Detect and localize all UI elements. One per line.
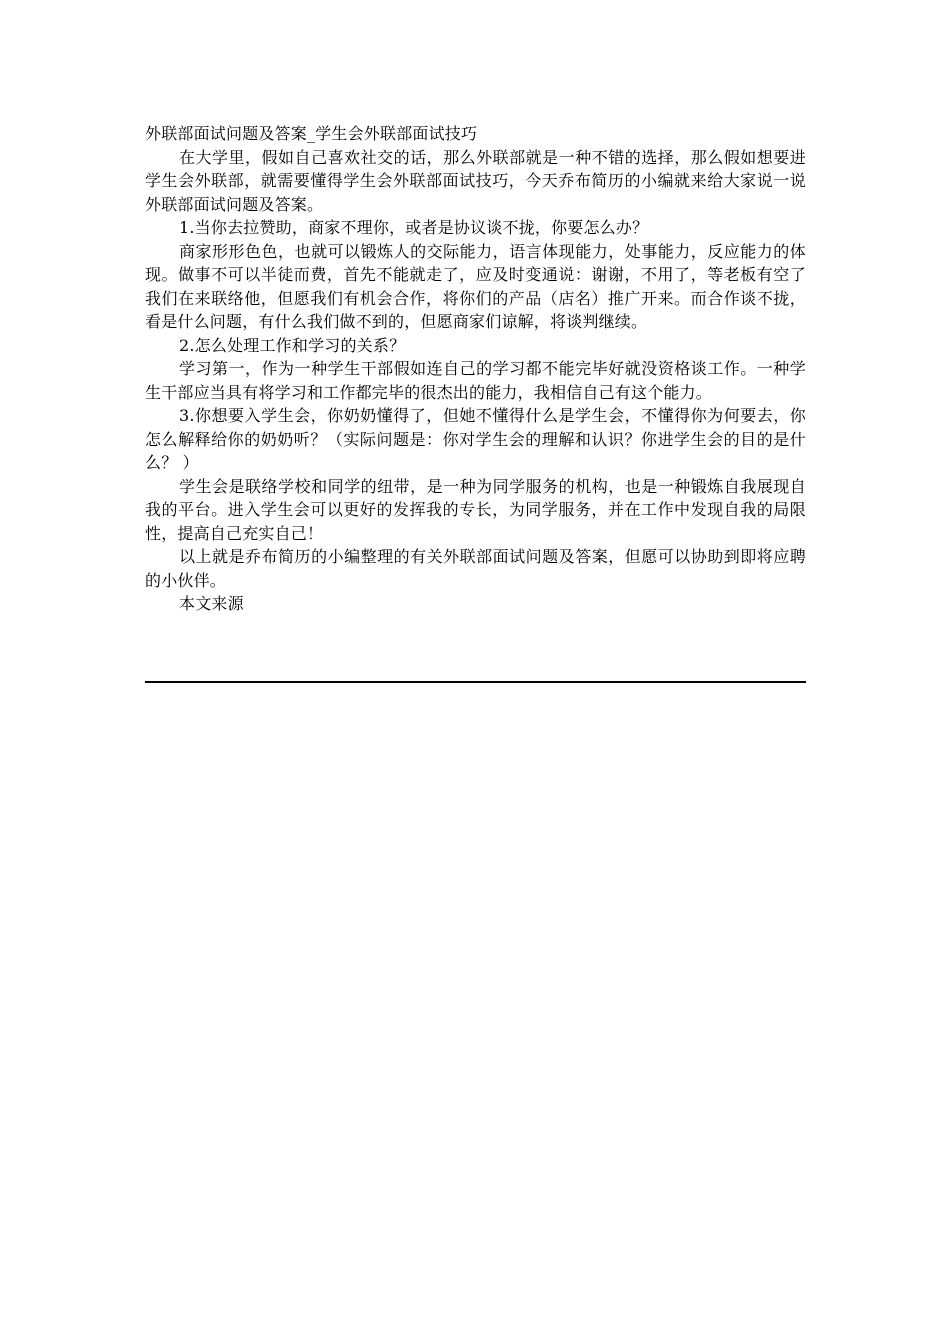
answer-3: 学生会是联络学校和同学的纽带，是一种为同学服务的机构，也是一种锻炼自我展现自我的平台。进入学生会可以更好的发挥我的专长，为同学服务，并在工作中发现自我的局限性，提高自己充实自己！	[145, 476, 806, 543]
answer-1: 商家形形色色，也就可以锻炼人的交际能力，语言体现能力，处事能力，反应能力的体现。做事不可以半徒而费，首先不能就走了，应及时变通说：谢谢，不用了，等老板有空了我们在来联络他，但愿我们有机会合作，将你们的产品（店名）推广开来。而合作谈不拢，看是什么问题，有什么我们做不到的，但愿商家们谅解，将谈判继续。	[145, 241, 806, 331]
document-title: 外联部面试问题及答案_学生会外联部面试技巧	[145, 124, 478, 143]
conclusion-paragraph: 以上就是乔布简历的小编整理的有关外联部面试问题及答案，但愿可以协助到即将应聘的小伙伴。	[145, 547, 806, 590]
footer-divider	[145, 681, 806, 683]
source-line: 本文来源	[179, 594, 244, 613]
intro-paragraph: 在大学里，假如自己喜欢社交的话，那么外联部就是一种不错的选择，那么假如想要进学生会外联部，就需要懂得学生会外联部面试技巧，今天乔布简历的小编就来给大家说一说外联部面试问题及答案。	[145, 147, 806, 214]
answer-2: 学习第一，作为一种学生干部假如连自己的学习都不能完毕好就没资格谈工作。一种学生干部应当具有将学习和工作都完毕的很杰出的能力，我相信自己有这个能力。	[145, 359, 806, 402]
question-3: 3.你想要入学生会，你奶奶懂得了，但她不懂得什么是学生会，不懂得你为何要去，你怎么解释给你的奶奶听？（实际问题是：你对学生会的理解和认识？你进学生会的目的是什么？ ）	[145, 406, 806, 472]
question-2: 2.怎么处理工作和学习的关系？	[179, 335, 406, 355]
question-1: 1.当你去拉赞助，商家不理你，或者是协议谈不拢，你要怎么办？	[179, 218, 649, 237]
document-body	[145, 122, 806, 616]
